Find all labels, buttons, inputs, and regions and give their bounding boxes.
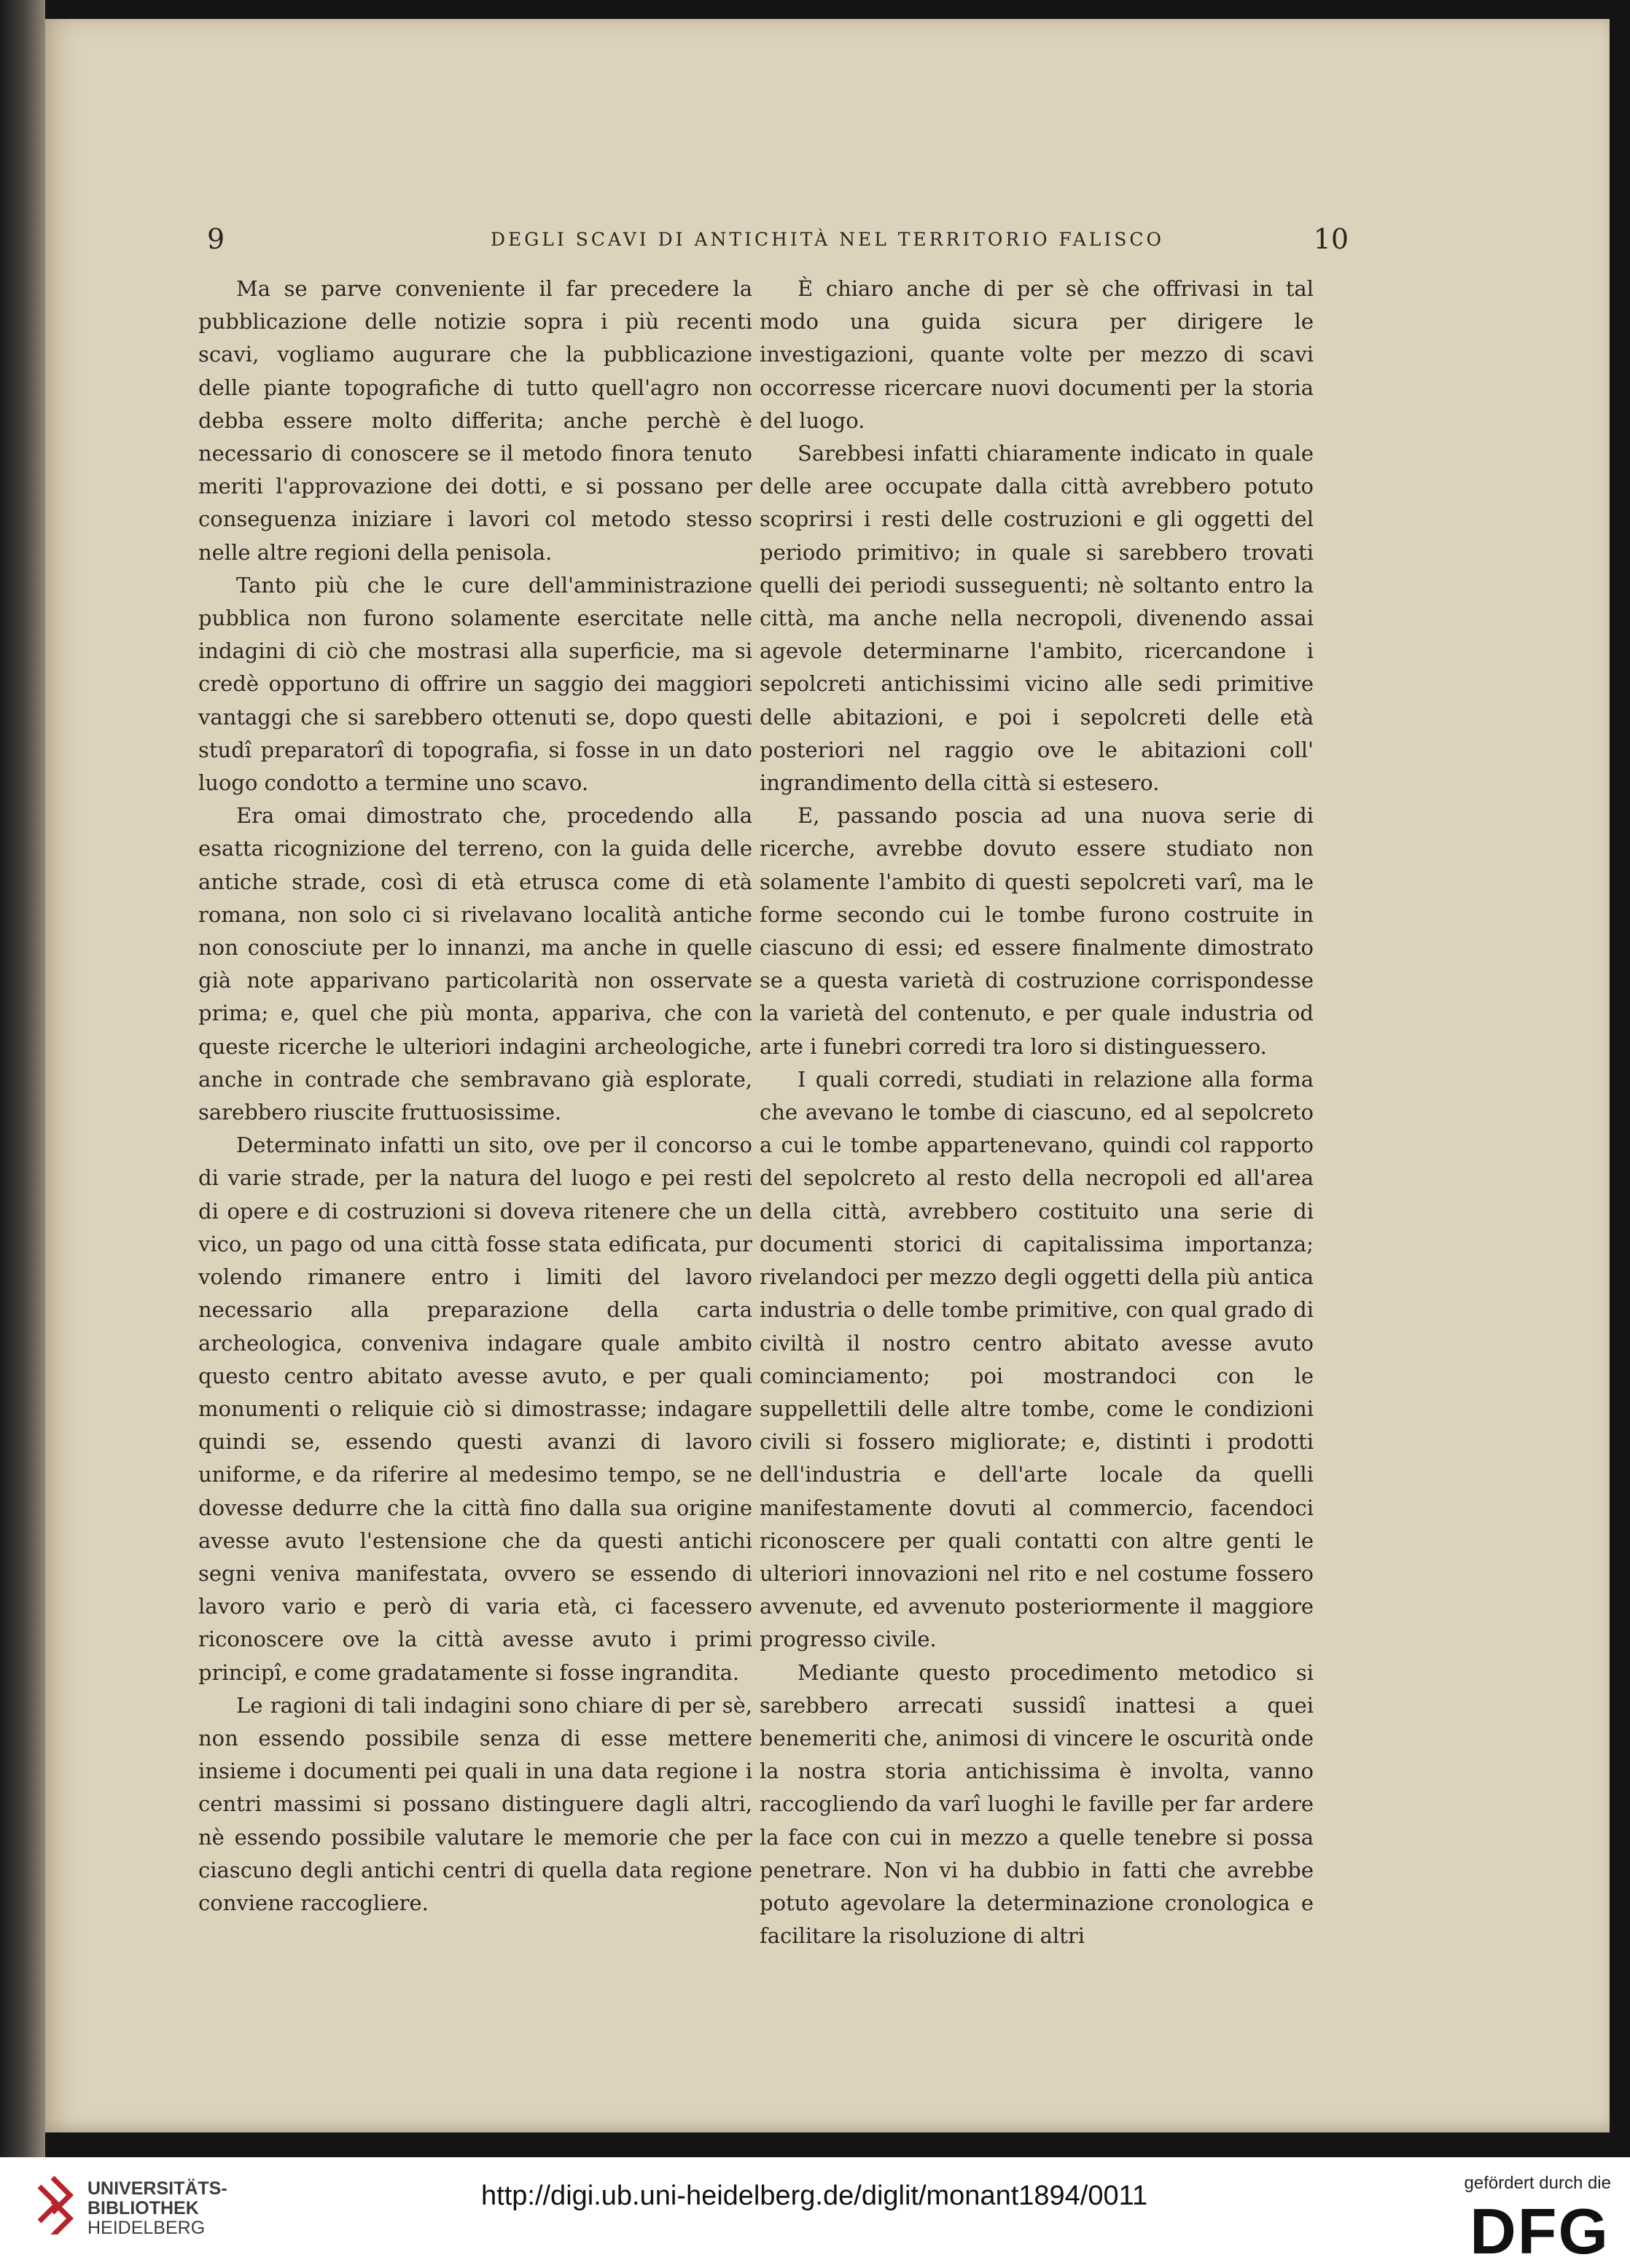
paragraph: I quali corredi, studiati in relazione alla forma che avevano le tombe di ciascuno, ed al sepolcreto a cui le tombe appartenevano, quindi col rapporto del sepolcreto al resto della necropoli ed all'area della città, avrebbero costituito una serie di documenti storici di capitalissima importanza; rivelandoci per mezzo degli oggetti della più antica industria o delle tombe primitive, con qual grado di civiltà il nostro centro abitato avesse avuto cominciamento; poi mostrandoci con le suppellettili delle altre tombe, come le condizioni civili si fossero migliorate; e, distinti i prodotti dell'industria e dell'arte locale da quelli manifestamente dovuti al commercio, facendoci riconoscere per quali contatti con altre genti le ulteriori innovazioni nel rito e nel costume fossero avvenute, ed avvenuto posteriormente il maggiore progresso civile. (760, 1066, 1314, 1652)
footer-bar (0, 2157, 1630, 2268)
funding-note: gefördert durch die (1464, 2173, 1611, 2193)
paragraph: Le ragioni di tali indagini sono chiare di per sè, non essendo possibile senza di esse mettere insieme i documenti pei quali in una data regione i centri massimi si possano distinguere dagli altri, nè essendo possibile valutare le memorie che per ciascuno degli antichi centri di quella data regione conviene raccogliere. (198, 1692, 752, 1915)
running-title: DEGLI SCAVI DI ANTICHITÀ NEL TERRITORIO FALISCO (491, 229, 1164, 250)
left-text-column (198, 273, 752, 1920)
paragraph: E, passando poscia ad una nuova serie di ricerche, avrebbe dovuto essere studiato non solamente l'ambito di questi sepolcreti varî, ma le forme secondo cui le tombe furono costruite in ciascuno di essi; ed essere finalmente dimostrato se a questa varietà di costruzione corrispondesse la varietà del contenuto, e per quale industria od arte i funebri corredi tra loro si distinguessero. (760, 803, 1314, 1059)
book-binding-edge (0, 0, 45, 2157)
paragraph: Tanto più che le cure dell'amministrazione pubblica non furono solamente esercitate nelle indagini di ciò che mostrasi alla superficie, ma si credè opportuno di offrire un saggio dei maggiori vantaggi che si sarebbero ottenuti se, dopo questi studî preparatorî di topografia, si fosse in un dato luogo condotto a termine uno scavo. (198, 572, 752, 796)
right-text-column (760, 273, 1314, 1952)
library-name-line: HEIDELBERG (87, 2218, 206, 2238)
running-header (45, 208, 1610, 255)
university-library-logo-icon (35, 2172, 80, 2234)
paragraph: Era omai dimostrato che, procedendo alla esatta ricognizione del terreno, con la guida delle antiche strade, così di età etrusca come di età romana, non solo ci si rivelavano località antiche non conosciute per lo innanzi, ma anche in quelle già note apparivano particolarità non osservate prima; e, quel che più monta, appariva, che con queste ricerche le ulteriori indagini archeologiche, anche in contrade che sembravano già esplorate, sarebbero riuscite fruttuosissime. (198, 803, 752, 1125)
left-page-number: 9 (207, 223, 225, 255)
permalink-url[interactable]: http://digi.ub.uni-heidelberg.de/diglit/monant1894/0011 (481, 2181, 1148, 2211)
book-page (45, 19, 1610, 2132)
library-name-line: UNIVERSITÄTS- (87, 2178, 227, 2199)
paragraph: Determinato infatti un sito, ove per il concorso di varie strade, per la natura del luogo e pei resti di opere e di costruzioni si doveva ritenere che un vico, un pago od una città fosse stata edificata, pur volendo rimanere entro i limiti del lavoro necessario alla preparazione della carta archeologica, conveniva indagare quale ambito questo centro abitato avesse avuto, e per quali monumenti o reliquie ciò si dimostrasse; indagare quindi se, essendo questi avanzi di lavoro uniforme, e da riferire al medesimo tempo, se ne dovesse dedurre che la città fino dalla sua origine avesse avuto l'estensione che da questi antichi segni veniva manifestata, ovvero se essendo di lavoro vario e però di varia età, ci facessero riconoscere ove la città avesse avuto i primi principî, e come gradatamente si fosse ingrandita. (198, 1133, 752, 1685)
right-page-number: 10 (1313, 223, 1349, 255)
paragraph: È chiaro anche di per sè che offrivasi in tal modo una guida sicura per dirigere le investigazioni, quante volte per mezzo di scavi occorresse ricercare nuovi documenti per la storia del luogo. (760, 276, 1314, 433)
paragraph: Mediante questo procedimento metodico si sarebbero arrecati sussidî inattesi a quei benemeriti che, animosi di vincere le oscurità onde la nostra storia antichissima è involta, vanno raccogliendo da varî luoghi le faville per far ardere la face con cui in mezzo a quelle tenebre si possa penetrare. Non vi ha dubbio in fatti che avrebbe potuto agevolare la determinazione cronologica e facilitare la risoluzione di altri (760, 1659, 1314, 1949)
paragraph: Ma se parve conveniente il far precedere la pubblicazione delle notizie sopra i più recenti scavi, vogliamo augurare che la pubblicazione delle piante topografiche di tutto quell'agro non debba essere molto differita; anche perchè è necessario di conoscere se il metodo finora tenuto meriti l'approvazione dei dotti, e si possano per conseguenza iniziare i lavori col metodo stesso nelle altre regioni della penisola. (198, 276, 752, 565)
paragraph: Sarebbesi infatti chiaramente indicato in quale delle aree occupate dalla città avrebbero potuto scoprirsi i resti delle costruzioni e gli oggetti del periodo primitivo; in quale si sarebbero trovati quelli dei periodi susseguenti; nè soltanto entro la città, ma anche nella necropoli, divenendo assai agevole determinarne l'ambito, ricercandone i sepolcreti antichissimi vicino alle sedi primitive delle abitazioni, e poi i sepolcreti delle età posteriori nel raggio ove le abitazioni coll' ingrandimento della città si estesero. (760, 441, 1314, 796)
dfg-logo: DFG (1470, 2195, 1610, 2267)
library-name-line: BIBLIOTHEK (87, 2198, 199, 2218)
library-name (87, 2179, 227, 2238)
